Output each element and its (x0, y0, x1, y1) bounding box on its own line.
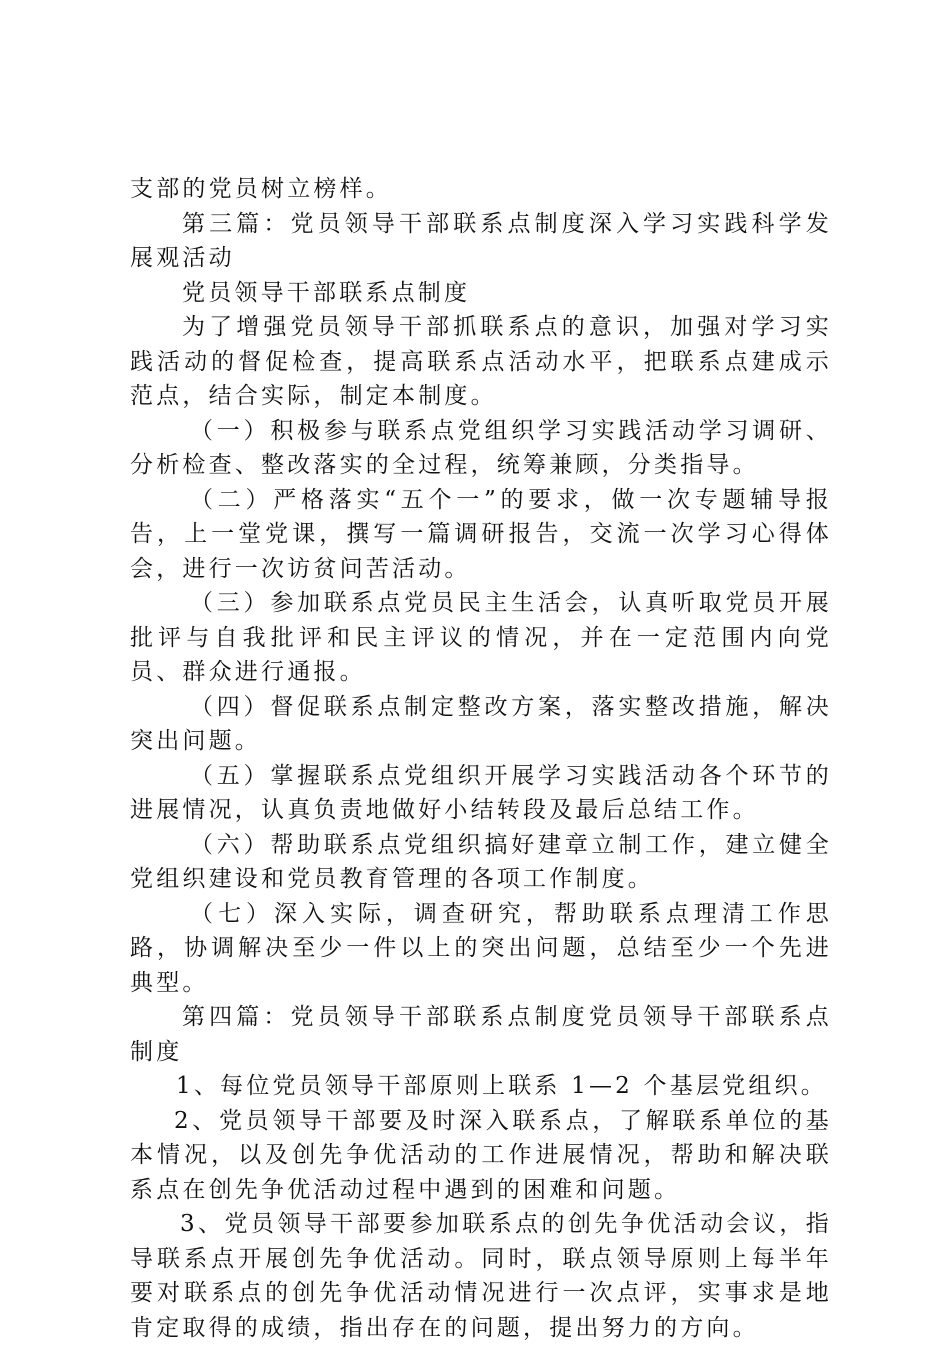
section-heading-part-4: 第四篇：党员领导干部联系点制度党员领导干部联系点制度 (130, 1004, 832, 1065)
paragraph-intro: 为了增强党员领导干部抓联系点的意识，加强对学习实践活动的督促检查，提高联系点活动水平，把联系点建成示范点，结合实际，制定本制度。 (130, 314, 832, 409)
numbered-item-2: 2、党员领导干部要及时深入联系点，了解联系单位的基本情况，以及创先争优活动的工作进展情况，帮助和解决联系点在创先争优活动过程中遇到的困难和问题。 (130, 1107, 832, 1203)
list-item-6: （六）帮助联系点党组织搞好建章立制工作，建立健全党组织建设和党员教育管理的各项工作制度。 (130, 831, 832, 892)
numbered-item-1: 1、每位党员领导干部原则上联系 1—2 个基层党组织。 (176, 1073, 827, 1099)
list-item-5: （五）掌握联系点党组织开展学习实践活动各个环节的进展情况，认真负责地做好小结转段及最后总结工作。 (130, 762, 832, 823)
subsection-title: 党员领导干部联系点制度 (182, 279, 471, 306)
document-body (130, 172, 832, 1345)
list-item-3: （三）参加联系点党员民主生活会，认真听取党员开展批评与自我批评和民主评议的情况，并在一定范围内向党员、群众进行通报。 (130, 590, 832, 685)
list-item-7: （七）深入实际，调查研究，帮助联系点理清工作思路，协调解决至少一件以上的突出问题，总结至少一个先进典型。 (130, 900, 832, 996)
paragraph-continuation: 支部的党员树立榜样。 (130, 176, 392, 202)
list-item-4: （四）督促联系点制定整改方案，落实整改措施，解决突出问题。 (130, 693, 832, 754)
list-item-2: （二）严格落实“五个一”的要求，做一次专题辅导报告，上一堂党课，撰写一篇调研报告，交流一次学习心得体会，进行一次访贫问苦活动。 (130, 486, 832, 582)
list-item-1: （一）积极参与联系点党组织学习实践活动学习调研、分析检查、整改落实的全过程，统筹兼顾，分类指导。 (130, 417, 832, 478)
numbered-item-3: 3、党员领导干部要参加联系点的创先争优活动会议，指导联系点开展创先争优活动。同时，联点领导原则上每半年要对联系点的创先争优活动情况进行一次点评，实事求是地肯定取得的成绩，指出存在的问题，提出努力的方向。 (130, 1211, 832, 1341)
section-heading-part-3: 第三篇：党员领导干部联系点制度深入学习实践科学发展观活动 (130, 210, 832, 271)
